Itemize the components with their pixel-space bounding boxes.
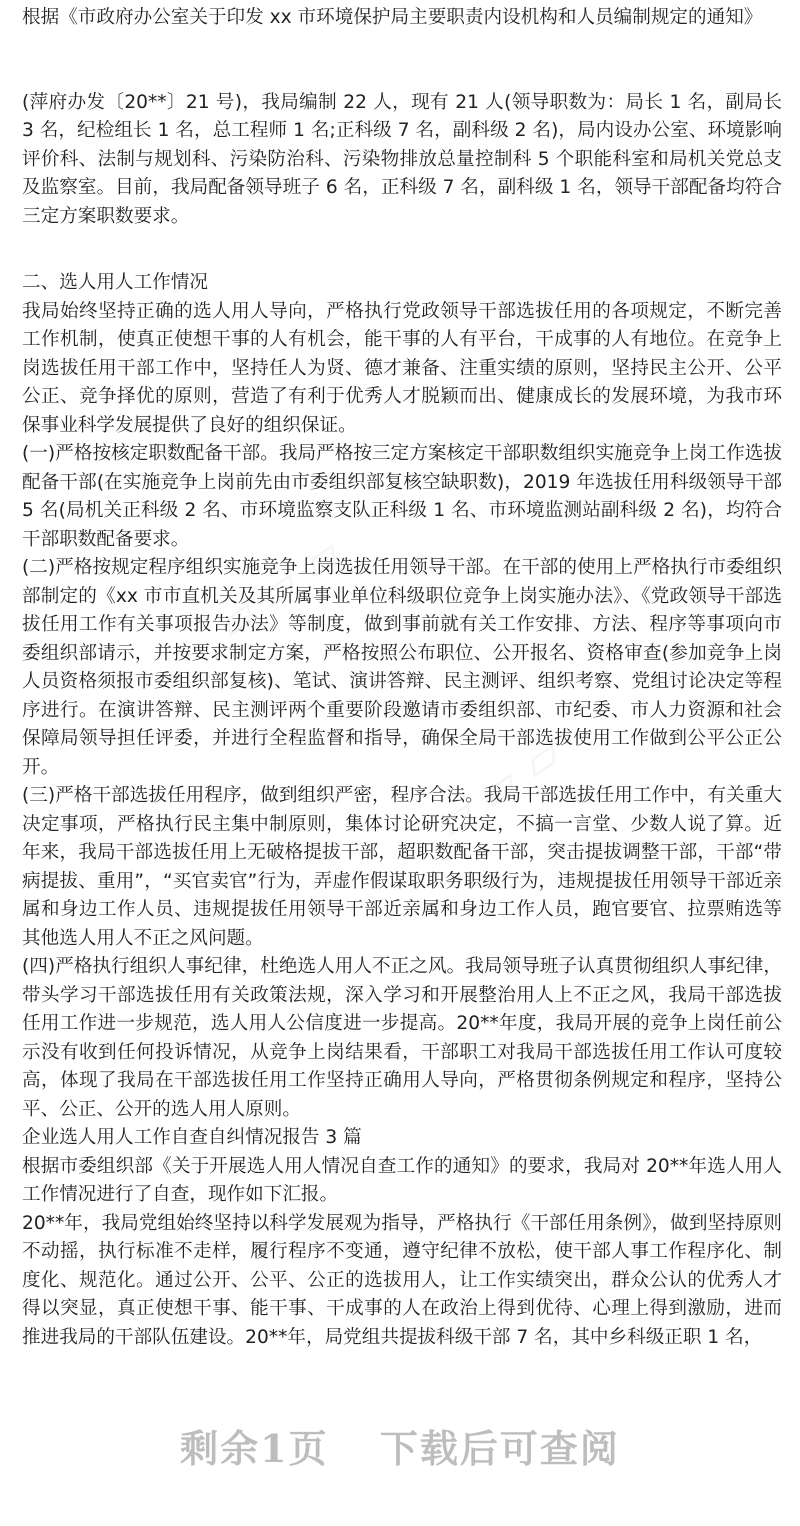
staffing-paragraph: (萍府办发〔20**〕21 号)，我局编制 22 人，现有 21 人(领导职数为：局长 1 名，副局长 3 名，纪检组长 1 名，总工程师 1 名;正科级 7 名，副科级 2 名)，局内设办公室、环境影响评价科、法制与规划科、污染防治科、污染物排放总量控制科 5 个职能科室和局机关党总支及监察室。目前，我局配备领导班子 6 名，正科级 7 名，副科级 1 名，领导干部配备均符合三定方案职数要求。 [22,91,782,227]
final-paragraph: 20**年，我局党组始终坚持以科学发展观为指导，严格执行《干部任用条例》，做到坚持原则不动摇，执行标准不走样，履行程序不变通，遵守纪律不放松，使干部人事工作程序化、制度化、规范化。通过公开、公平、公正的选拔用人，让工作实绩突出，群众公认的优秀人才得以突显，真正使想干事、能干事、干成事的人在政治上得到优待、心理上得到激励，进而推进我局的干部队伍建设。20**年，局党组共提拔科级干部 7 名，其中乡科级正职 1 名， [22,1212,782,1348]
watermark: ▱ ▱ ▱ [427,725,572,849]
item-2-paragraph: (二)严格按规定程序组织实施竞争上岗选拔任用领导干部。在干部的使用上严格执行市委组织部制定的《xx 市市直机关及其所属事业单位科级职位竞争上岗实施办法》、《党政领导干部选拔任用工作有关事项报告办法》等制度，做到事前就有关工作安排、方法、程序等事项向市委组织部请示，并按要求制定方案，严格按照公布职位、公开报名、资格审查(参加竞争上岗人员资格须报市委组织部复核)、笔试、演讲答辩、民主测评、组织考察、党组讨论决定等程序进行。在演讲答辩、民主测评两个重要阶段邀请市委组织部、市纪委、市人力资源和社会保障局领导担任评委，并进行全程监督和指导，确保全局干部选拔使用工作做到公平公正公开。 [22,557,782,778]
watermark: ▱ ▱ ▱ [207,525,352,649]
download-banner[interactable] [0,1418,800,1478]
item-4-paragraph: (四)严格执行组织人事纪律，杜绝选人用人不正之风。我局领导班子认真贯彻组织人事纪律，带头学习干部选拔任用有关政策法规，深入学习和开展整治用人上不正之风，我局干部选拔任用工作进一步规范，选人用人公信度进一步提高。20**年度，我局开展的竞争上岗任前公示没有收到任何投诉情况，从竞争上岗结果看，干部职工对我局干部选拔任用工作认可度较高，体现了我局在干部选拔任用工作坚持正确用人导向，严格贯彻条例规定和程序，坚持公平、公正、公开的选人用人原则。 [22,956,782,1120]
item-3-paragraph: (三)严格干部选拔任用程序，做到组织严密，程序合法。我局干部选拔任用工作中，有关重大决定事项，严格执行民主集中制原则，集体讨论研究决定，不搞一言堂、少数人说了算。近年来，我局干部选拔任用上无破格提拔干部，超职数配备干部，突击提拔调整干部，干部“带病提拔、重用”，“买官卖官”行为，弄虚作假谋取职务职级行为，违规提拔任用领导干部近亲属和身边工作人员、违规提拔任用领导干部近亲属和身边工作人员，跑官要官、拉票贿选等其他选人用人不正之风问题。 [22,785,782,949]
download-to-view-text: 下载后可查阅 [379,1426,620,1471]
clipped-heading-text [22,0,782,2]
notice-paragraph: 根据市委组织部《关于开展选人用人情况自查工作的通知》的要求，我局对 20**年选人用人工作情况进行了自查，现作如下汇报。 [22,1155,782,1205]
section-heading: 二、选人用人工作情况 [22,272,208,293]
item-1-paragraph: (一)严格按核定职数配备干部。我局严格按三定方案核定干部职数组织实施竞争上岗工作选拔配备干部(在实施竞争上岗前先由市委组织部复核空缺职数)，2019 年选拔任用科级领导干部 5 名(局机关正科级 2 名、市环境监察支队正科级 1 名、市环境监测站副科级 2 名)，均符合干部职数配备要求。 [22,443,782,550]
document-body [22,4,782,1352]
remaining-pages-text: 剩余1页 [180,1426,329,1471]
selection-intro-paragraph: 我局始终坚持正确的选人用人导向，严格执行党政领导干部选拔任用的各项规定，不断完善工作机制，使真正使想干事的人有机会，能干事的人有平台，干成事的人有地位。在竞争上岗选拔任用干部工作中，坚持任人为贤、德才兼备、注重实绩的原则，坚持民主公开、公平公正、竞争择优的原则，营造了有利于优秀人才脱颖而出、健康成长的发展环境，为我市环保事业科学发展提供了良好的组织保证。 [22,300,782,436]
report-title: 企业选人用人工作自查自纠情况报告 3 篇 [22,1127,362,1148]
intro-line: 根据《市政府办公室关于印发 xx 市环境保护局主要职责内设机构和人员编制规定的通知》 [22,7,763,28]
clipped-heading [22,0,782,2]
